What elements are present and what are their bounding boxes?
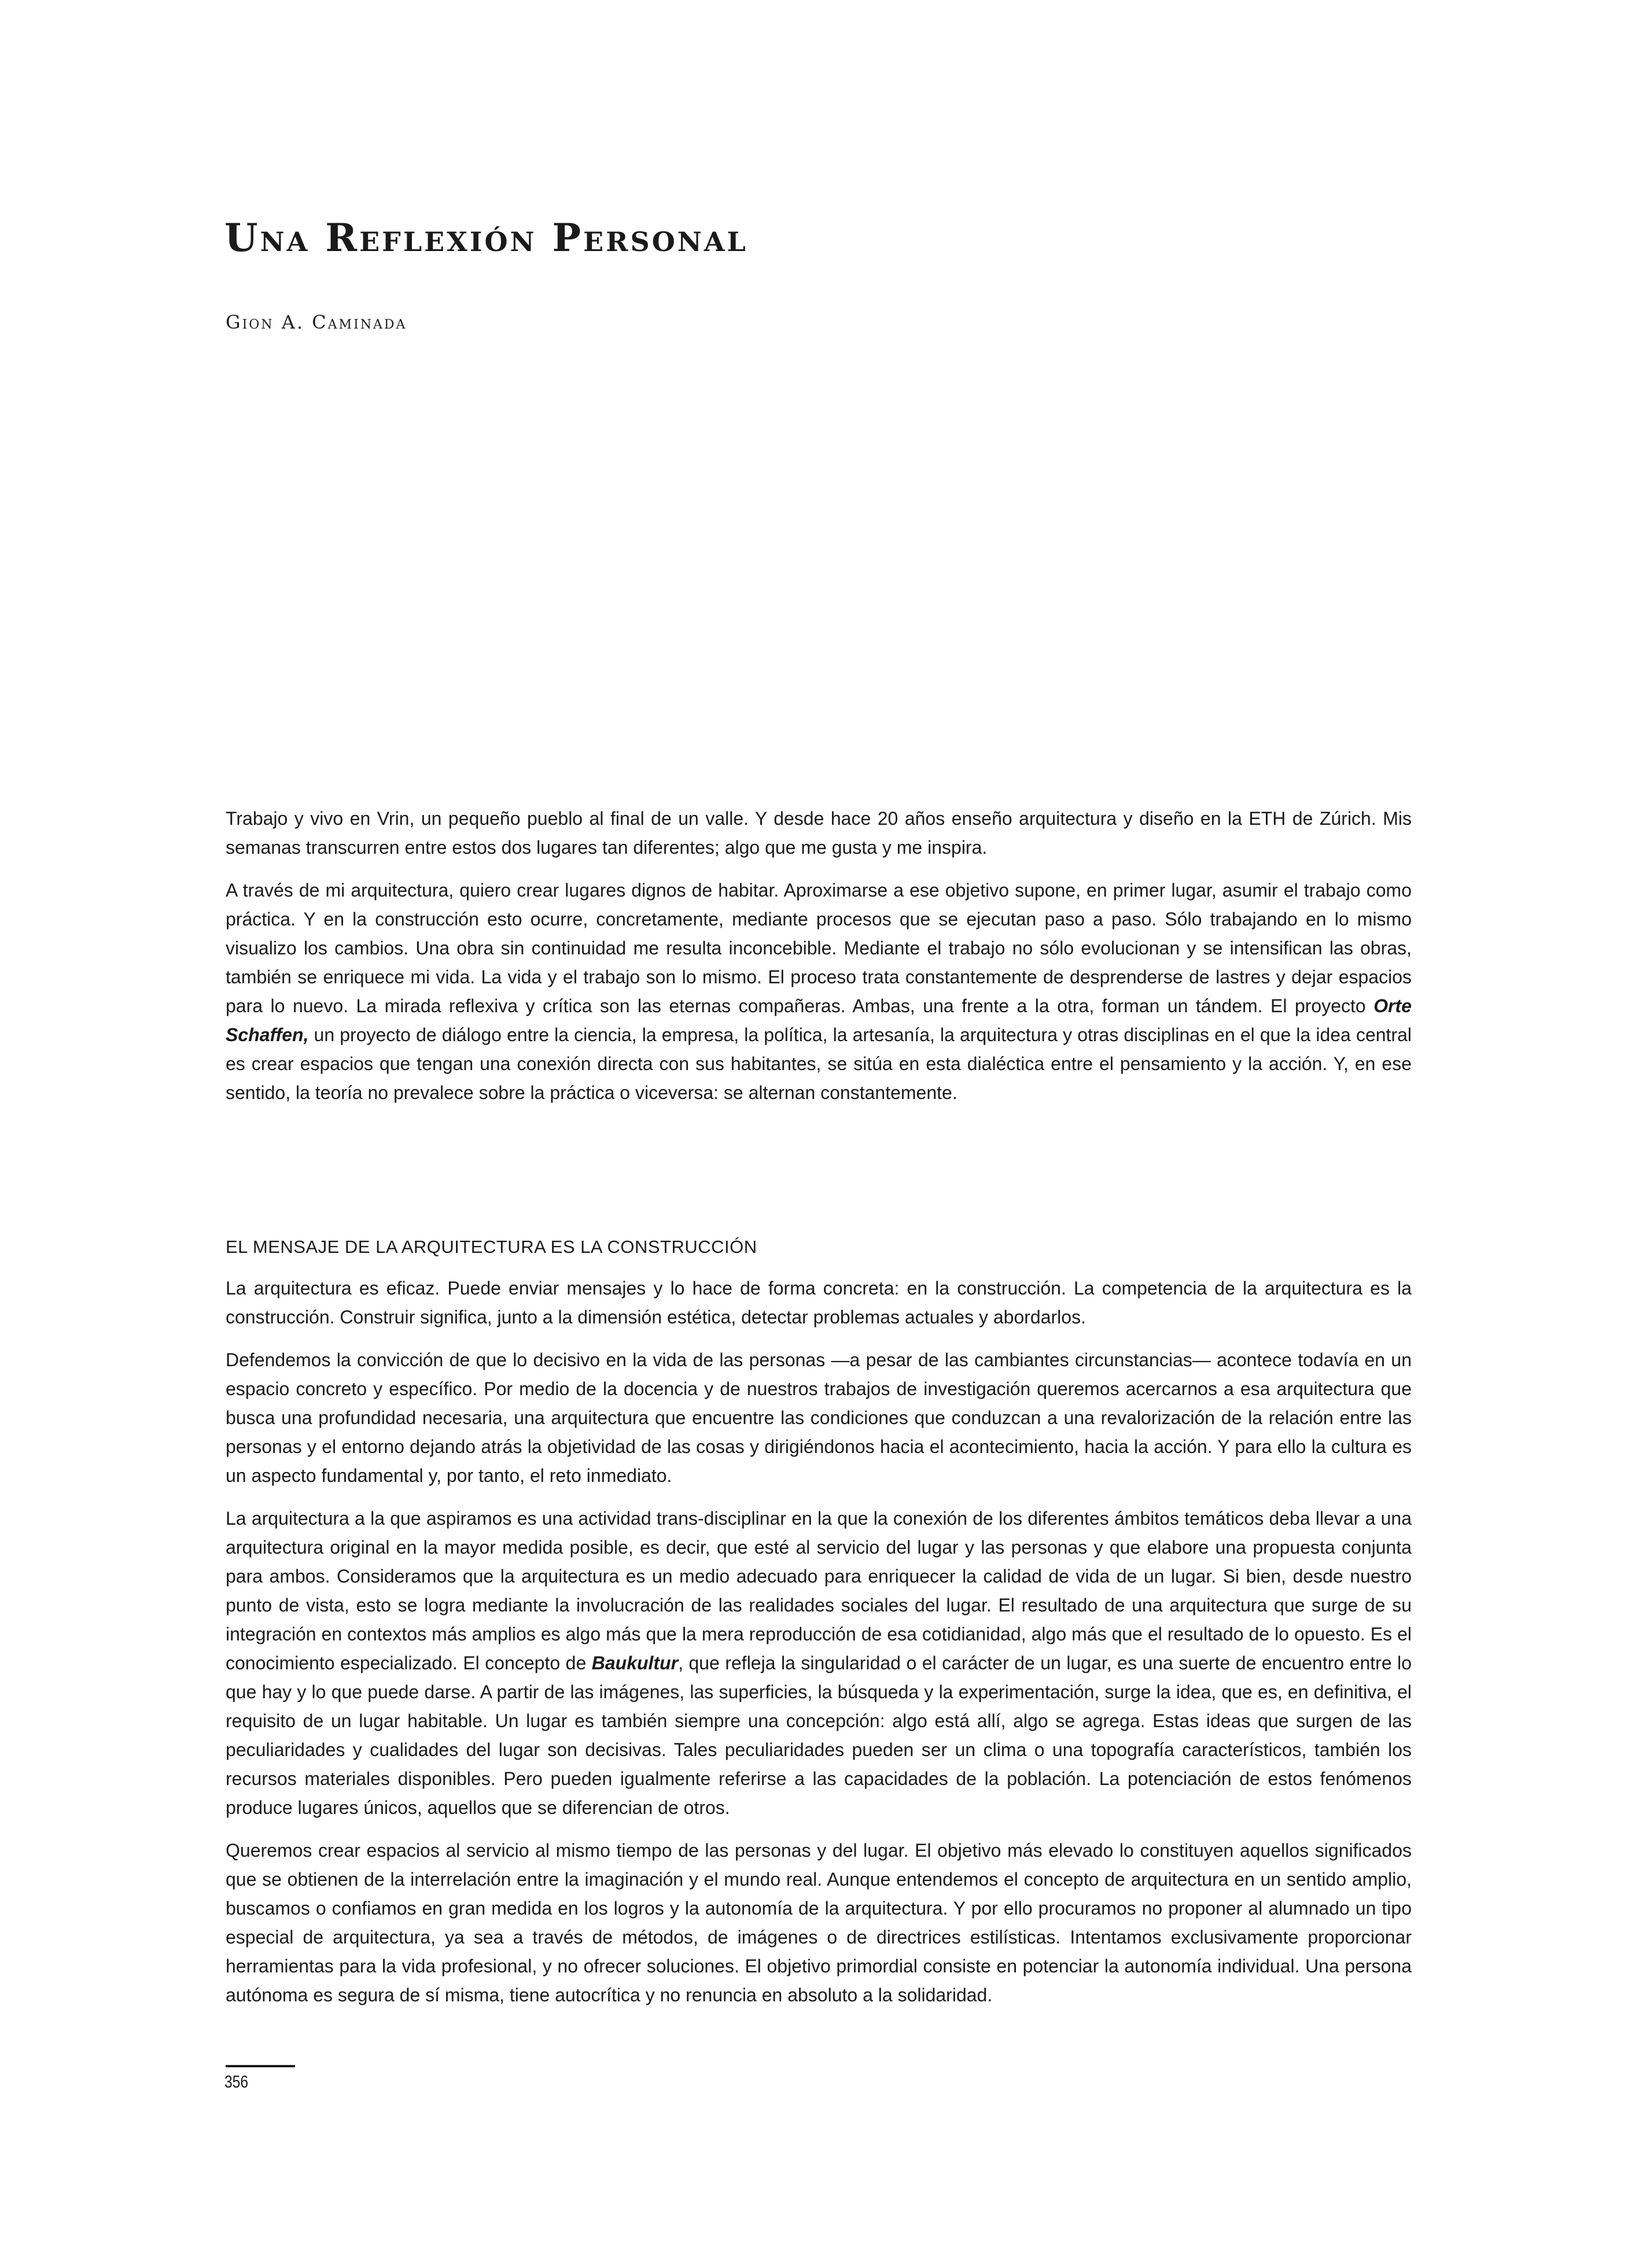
section-paragraph-3 — [226, 1504, 1412, 1822]
section-paragraph-3-part-1: La arquitectura a la que aspiramos es una actividad trans-disciplinar en la que la conexión de los diferentes ámbitos temáticos deba llevar a una arquitectura original en la mayor medida posible, es decir, que esté al servicio del lugar y las personas y que elabore una propuesta conjunta para ambos. Consideramos que la arquitectura es un medio adecuado para enriquecer la calidad de vida de un lugar. Si bien, desde nuestro punto de vista, esto se logra mediante la involucración de las realidades sociales del lugar. El resultado de una arquitectura que surge de su integración en contextos más amplios es algo más que la mera reproducción de esa cotidianidad, algo más que el resultado de lo opuesto. Es el conocimiento especializado. El concepto de — [226, 1508, 1412, 1673]
intro-text — [226, 804, 1412, 1121]
section-text — [226, 1233, 1412, 2023]
intro-paragraph-2-part-1: A través de mi arquitectura, quiero crear lugares dignos de habitar. Aproximarse a ese objetivo supone, en primer lugar, asumir el trabajo como práctica. Y en la construcción esto ocurre, concretamente, mediante procesos que se ejecutan paso a paso. Sólo trabajando en lo mismo visualizo los cambios. Una obra sin continuidad me resulta inconcebible. Mediante el trabajo no sólo evolucionan y se intensifican las obras, también se enriquece mi vida. La vida y el trabajo son lo mismo. El proceso trata constantemente de desprenderse de lastres y dejar espacios para lo nuevo. La mirada reflexiva y crítica son las eternas compañeras. Ambas, una frente a la otra, forman un tándem. El proyecto — [226, 880, 1412, 1016]
section-heading: EL MENSAJE DE LA ARQUITECTURA ES LA CONSTRUCCIÓN — [226, 1237, 757, 1257]
page-number: 356 — [224, 2072, 249, 2092]
intro-paragraph-2 — [226, 876, 1412, 1107]
section-paragraph-2: Defendemos la convicción de que lo decisivo en la vida de las personas —a pesar de las cambiantes circunstancias— acontece todavía en un espacio concreto y específico. Por medio de la docencia y de nuestros trabajos de investigación queremos acercarnos a esa arquitectura que busca una profundidad necesaria, una arquitectura que encuentre las condiciones que conduzcan a una revalorización de la relación entre las personas y el entorno dejando atrás la objetividad de las cosas y dirigiéndonos hacia el acontecimiento, hacia la acción. Y para ello la cultura es un aspecto fundamental y, por tanto, el reto inmediato. — [226, 1349, 1412, 1486]
intro-paragraph-2-part-2: un proyecto de diálogo entre la ciencia, la empresa, la política, la artesanía, la arquitectura y otras disciplinas en el que la idea central es crear espacios que tengan una conexión directa con sus habitantes, se sitúa en esta dialéctica entre el pensamiento y la acción. Y, en ese sentido, la teoría no prevalece sobre la práctica o viceversa: se alternan constantemente. — [226, 1024, 1412, 1103]
article-title: Una Reflexión Personal — [224, 215, 748, 260]
project-name-emphasis: Orte Schaffen, — [226, 995, 1412, 1045]
section-paragraph-4: Queremos crear espacios al servicio al mismo tiempo de las personas y del lugar. El objetivo más elevado lo constituyen aquellos significados que se obtienen de la interrelación entre la imaginación y el mundo real. Aunque entendemos el concepto de arquitectura en un sentido amplio, buscamos o confiamos en gran medida en los logros y la autonomía de la arquitectura. Y por ello procuramos no proponer al alumnado un tipo especial de arquitectura, ya sea a través de métodos, de imágenes o de directrices estilísticas. Intentamos exclusivamente proporcionar herramientas para la vida profesional, y no ofrecer soluciones. El objetivo primordial consiste en potenciar la autonomía individual. Una persona autónoma es segura de sí misma, tiene autocrítica y no renuncia en absoluto a la solidaridad. — [226, 1840, 1412, 2005]
section-paragraph-1: La arquitectura es eficaz. Puede enviar mensajes y lo hace de forma concreta: en la construcción. La competencia de la arquitectura es la construcción. Construir significa, junto a la dimensión estética, detectar problemas actuales y abordarlos. — [226, 1278, 1412, 1327]
article-author: Gion A. Caminada — [226, 311, 407, 333]
baukultur-emphasis: Baukultur — [591, 1653, 679, 1673]
section-paragraph-3-part-2: , que refleja la singularidad o el carácter de un lugar, es una suerte de encuentro entre lo que hay y lo que puede darse. A partir de las imágenes, las superficies, la búsqueda y la experimentación, surge la idea, que es, en definitiva, el requisito de un lugar habitable. Un lugar es también siempre una concepción: algo está allí, algo se agrega. Estas ideas que surgen de las peculiaridades y cualidades del lugar son decisivas. Tales peculiaridades pueden ser un clima o una topografía característicos, también los recursos materiales disponibles. Pero pueden igualmente referirse a las capacidades de la población. La potenciación de estos fenómenos produce lugares únicos, aquellos que se diferencian de otros. — [226, 1653, 1412, 1818]
footer-rule — [226, 2065, 295, 2067]
intro-paragraph-1: Trabajo y vivo en Vrin, un pequeño pueblo al final de un valle. Y desde hace 20 años enseño arquitectura y diseño en la ETH de Zúrich. Mis semanas transcurren entre estos dos lugares tan diferentes; algo que me gusta y me inspira. — [226, 808, 1412, 858]
